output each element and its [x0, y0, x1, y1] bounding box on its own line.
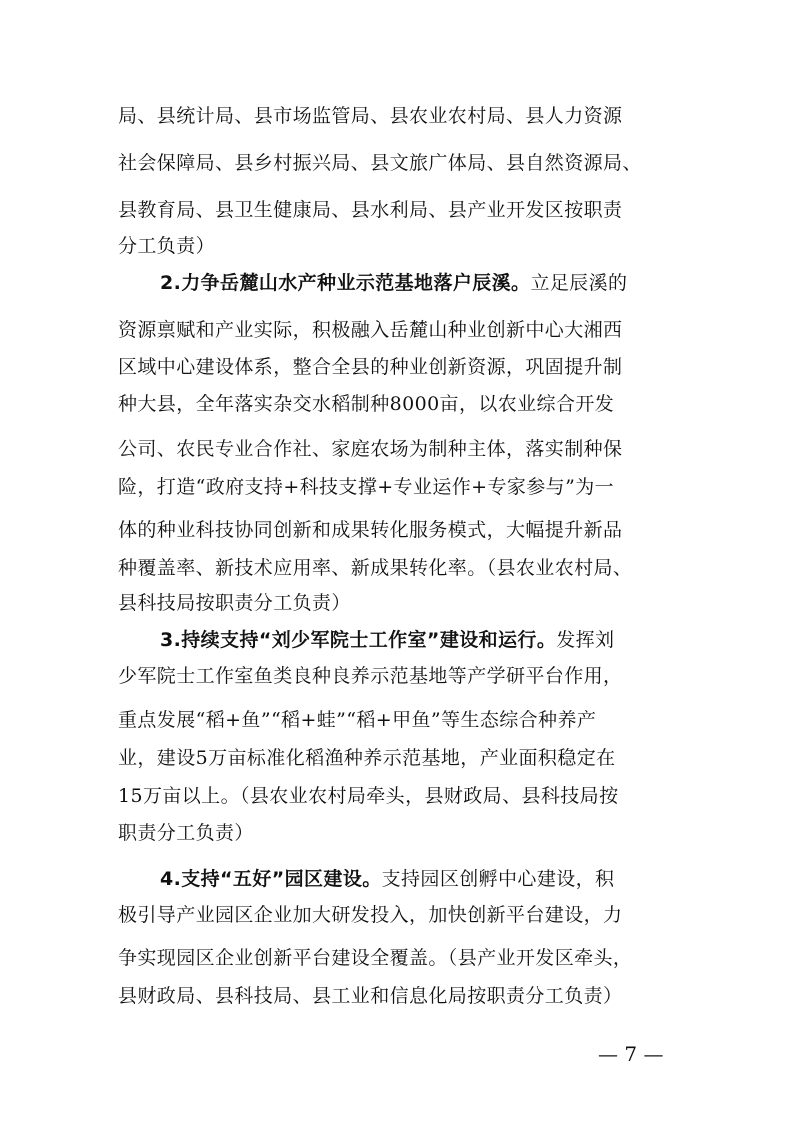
body-text-line: 分工负责） [118, 235, 216, 257]
item-heading: 2.力争岳麓山水产种业示范基地落户辰溪。 [160, 272, 531, 294]
body-text-line: 社会保障局、县乡村振兴局、县文旅广体局、县自然资源局、 [118, 152, 642, 174]
body-text-line: 种覆盖率、新技术应用率、新成果转化率。（县农业农村局、 [118, 557, 633, 579]
paragraph-first-line [160, 270, 627, 296]
item-heading: 4.支持“五好”园区建设。 [160, 868, 382, 890]
body-text-line: 种大县，全年落实杂交水稻制种8000亩，以农业综合开发 [118, 393, 615, 415]
body-text-line: 争实现园区企业创新平台建设全覆盖。（县产业开发区牵头， [118, 947, 633, 969]
body-text-line: 资源禀赋和产业实际，积极融入岳麓山种业创新中心大湘西 [118, 319, 623, 341]
body-text-line: 区域中心建设体系，整合全县的种业创新资源，巩固提升制 [118, 356, 623, 378]
body-text-line: 体的种业科技协同创新和成果转化服务模式，大幅提升新品 [118, 519, 623, 541]
item-text: 发挥刘 [556, 629, 615, 651]
body-text-line: 险，打造“政府支持+科技支撑+专业运作+专家参与”为一 [118, 476, 614, 498]
body-text-line: 极引导产业园区企业加大研发投入，加快创新平台建设，力 [118, 904, 623, 926]
body-text-line: 公司、农民专业合作社、家庭农场为制种主体，落实制种保 [118, 438, 623, 460]
item-text: 支持园区创孵中心建设，积 [381, 868, 615, 890]
body-text-line: 15万亩以上。（县农业农村局牵头，县财政局、县科技局按 [118, 785, 619, 807]
body-text-line: 局、县统计局、县市场监管局、县农业农村局、县人力资源 [118, 105, 623, 127]
item-heading: 3.持续支持“刘少军院士工作室”建设和运行。 [160, 629, 557, 651]
body-text-line: 业，建设5万亩标准化稻渔种养示范基地，产业面积稳定在 [118, 747, 616, 769]
paragraph-first-line [160, 866, 614, 892]
item-text: 立足辰溪的 [530, 272, 628, 294]
page-number: — 7 — [598, 1042, 664, 1066]
body-text-line: 县科技局按职责分工负责） [118, 592, 351, 614]
paragraph-first-line [160, 627, 614, 653]
body-text-line: 职责分工负责） [118, 822, 254, 844]
body-text-line: 县财政局、县科技局、县工业和信息化局按职责分工负责） [118, 985, 623, 1007]
body-text-line: 少军院士工作室鱼类良种良养示范基地等产学研平台作用， [118, 665, 623, 687]
body-text-line: 重点发展“稻+鱼”“稻+蛙”“稻+甲鱼”等生态综合种养产 [118, 709, 597, 731]
body-text-line: 县教育局、县卫生健康局、县水利局、县产业开发区按职责 [118, 199, 623, 221]
